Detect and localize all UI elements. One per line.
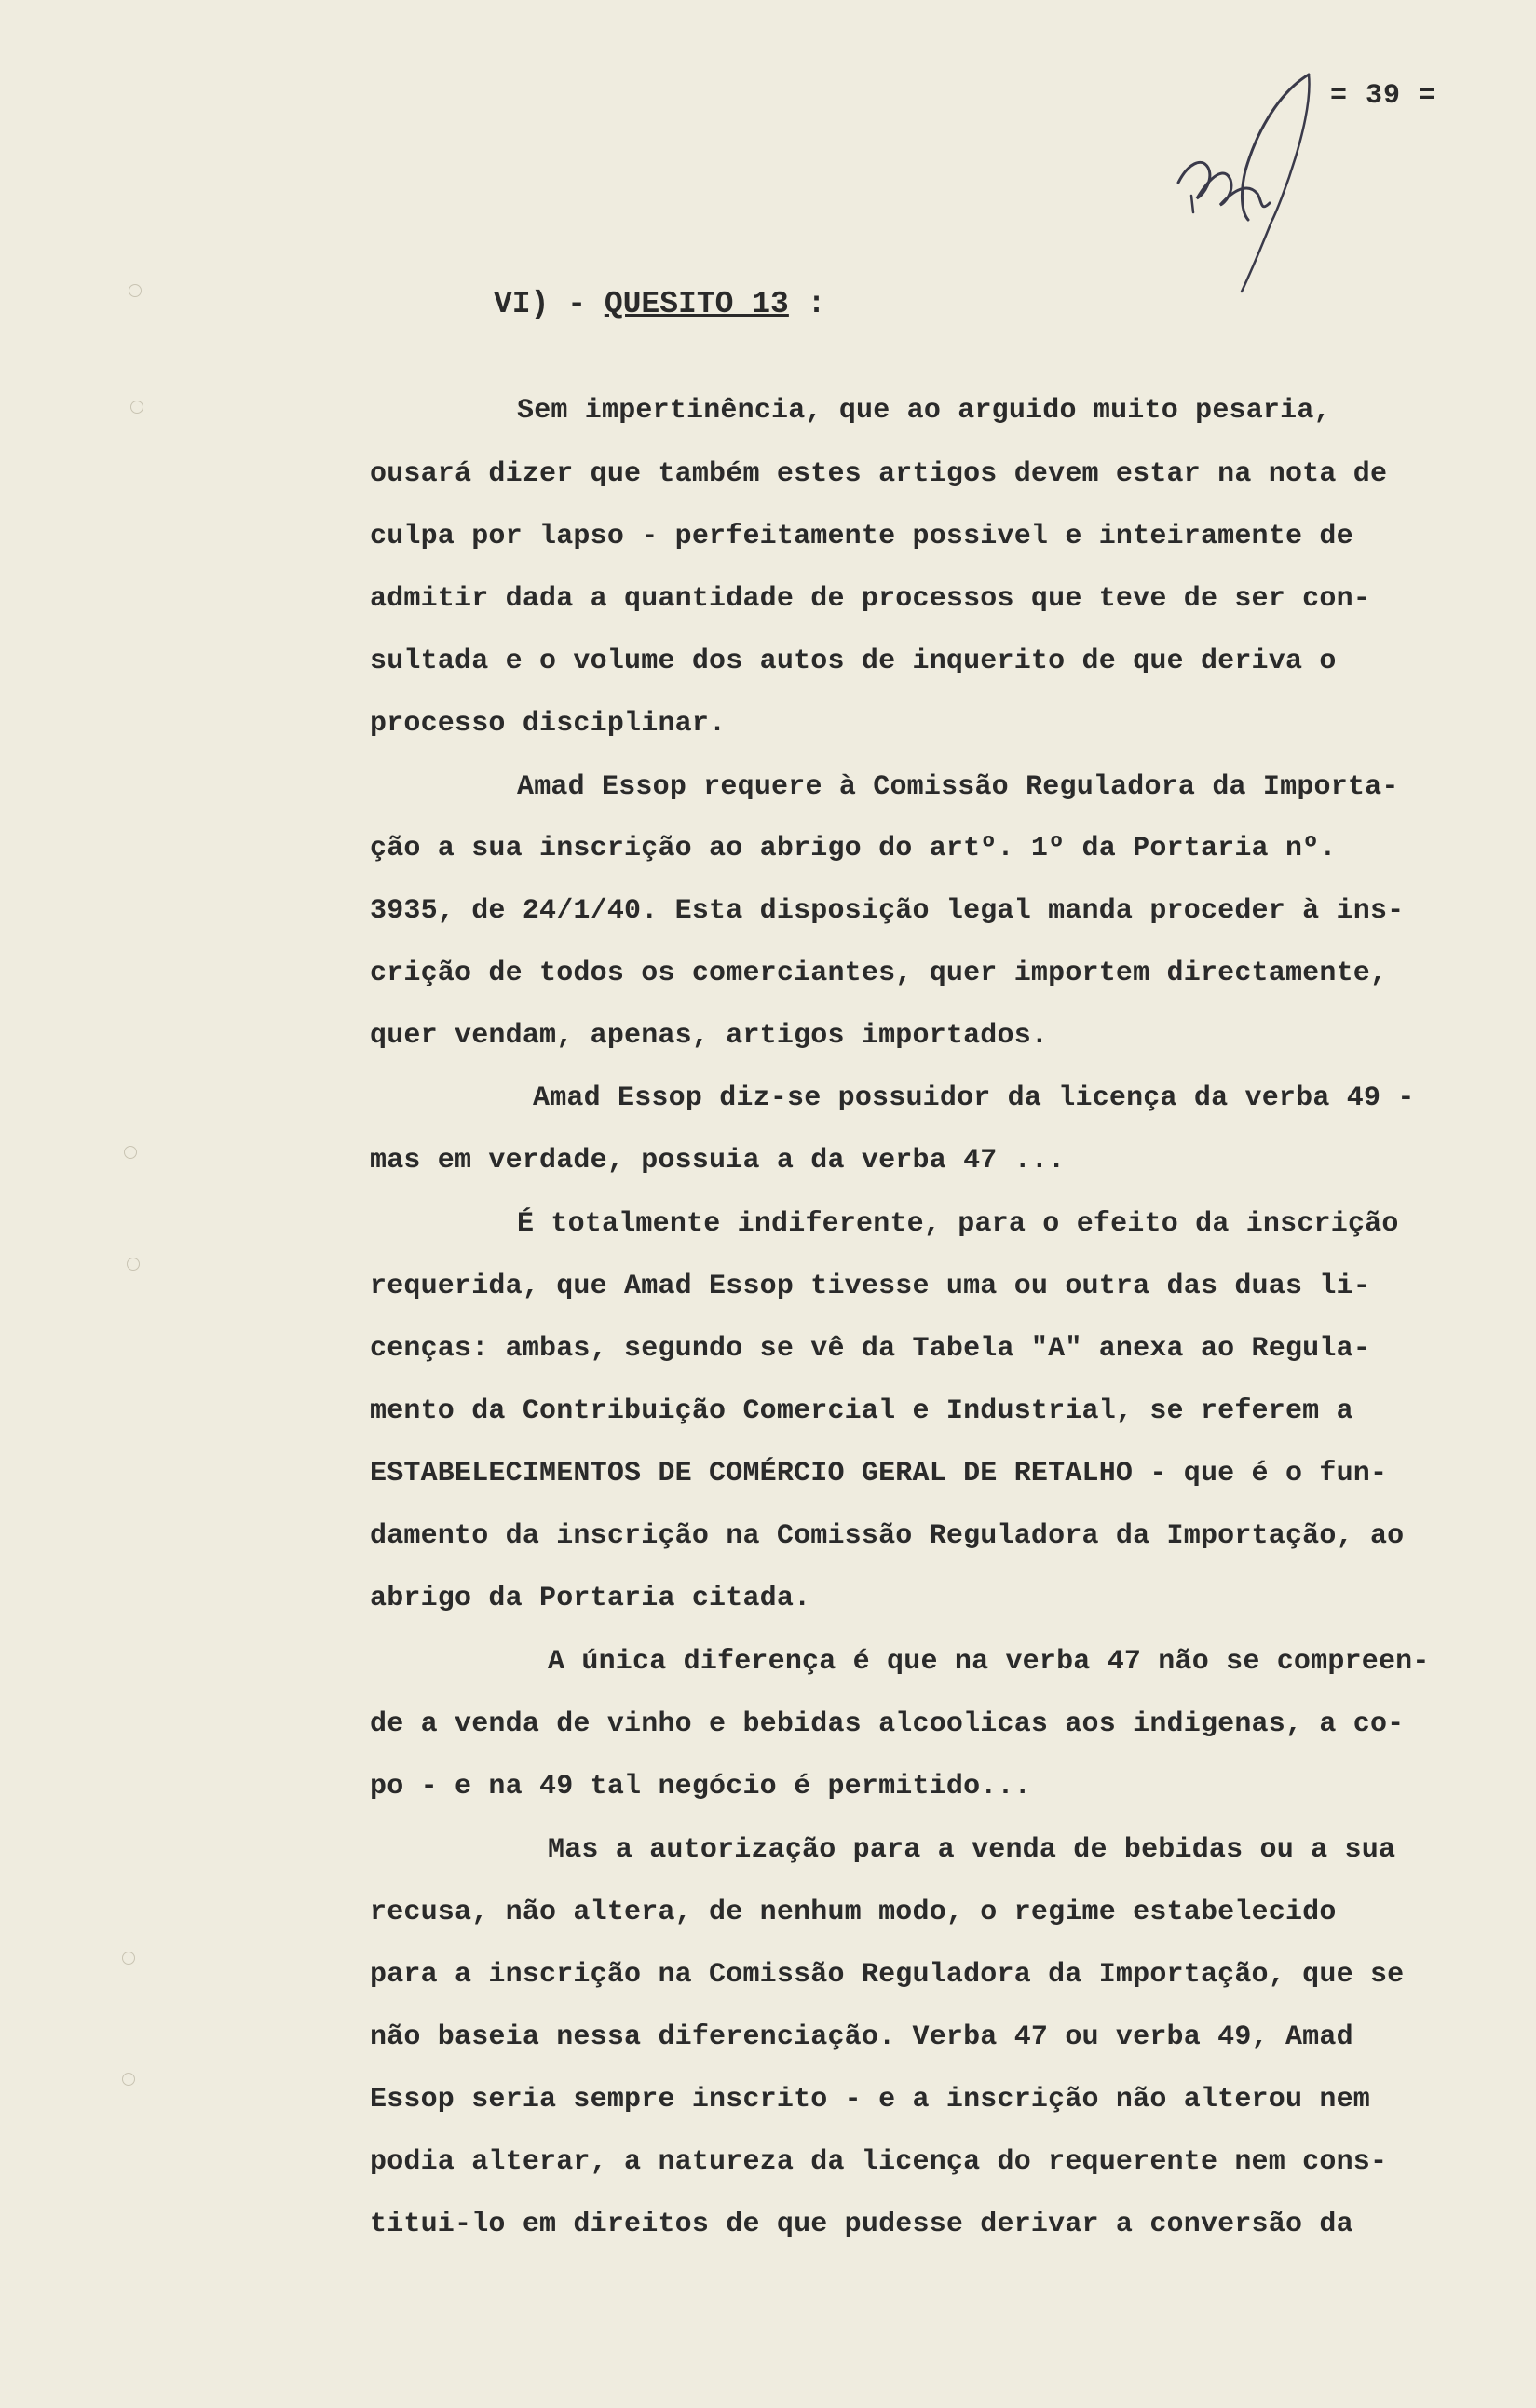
punch-hole-mark bbox=[129, 284, 142, 297]
text-line: abrigo da Portaria citada. bbox=[370, 1583, 811, 1614]
heading-prefix: VI) - bbox=[494, 287, 605, 321]
text-line: damento da inscrição na Comissão Reguladora da Importação, ao bbox=[370, 1520, 1405, 1552]
text-line: ção a sua inscrição ao abrigo do artº. 1º da Portaria nº. bbox=[370, 833, 1337, 864]
text-line: É totalmente indiferente, para o efeito da inscrição bbox=[517, 1208, 1399, 1240]
text-line: po - e na 49 tal negócio é permitido... bbox=[370, 1771, 1031, 1803]
text-line: podia alterar, a natureza da licença do requerente nem cons- bbox=[370, 2146, 1388, 2178]
text-line: requerida, que Amad Essop tivesse uma ou outra das duas li- bbox=[370, 1271, 1370, 1302]
text-line: mas em verdade, possuia a da verba 47 ... bbox=[370, 1145, 1066, 1177]
text-line: admitir dada a quantidade de processos que teve de ser con- bbox=[370, 583, 1370, 615]
text-line: culpa por lapso - perfeitamente possivel e inteiramente de bbox=[370, 521, 1353, 552]
text-line: cenças: ambas, segundo se vê da Tabela "A" anexa ao Regula- bbox=[370, 1333, 1370, 1365]
heading-suffix: : bbox=[788, 287, 826, 321]
text-line: para a inscrição na Comissão Reguladora da Importação, que se bbox=[370, 1959, 1405, 1991]
text-line: quer vendam, apenas, artigos importados. bbox=[370, 1020, 1049, 1052]
text-line: Amad Essop requere à Comissão Reguladora da Importa- bbox=[517, 771, 1399, 803]
text-line: processo disciplinar. bbox=[370, 708, 727, 740]
text-line: Amad Essop diz-se possuidor da licença da verba 49 - bbox=[533, 1082, 1415, 1114]
heading-title: QUESITO 13 bbox=[604, 287, 789, 321]
page-number: = 39 = bbox=[1330, 80, 1437, 112]
text-line: mento da Contribuição Comercial e Industrial, se referem a bbox=[370, 1395, 1353, 1427]
punch-hole-mark bbox=[127, 1258, 140, 1271]
text-line: Mas a autorização para a venda de bebidas ou a sua bbox=[548, 1834, 1396, 1866]
handwritten-signature bbox=[1169, 63, 1337, 296]
text-line: ESTABELECIMENTOS DE COMÉRCIO GERAL DE RETALHO - que é o fun- bbox=[370, 1458, 1388, 1490]
text-line: recusa, não altera, de nenhum modo, o regime estabelecido bbox=[370, 1897, 1337, 1928]
punch-hole-mark bbox=[130, 401, 143, 414]
text-line: crição de todos os comerciantes, quer importem directamente, bbox=[370, 958, 1388, 989]
punch-hole-mark bbox=[122, 1952, 135, 1965]
section-heading bbox=[494, 287, 825, 321]
text-line: Sem impertinência, que ao arguido muito pesaria, bbox=[517, 395, 1331, 427]
punch-hole-mark bbox=[122, 2073, 135, 2086]
text-line: sultada e o volume dos autos de inquerito de que deriva o bbox=[370, 646, 1337, 677]
punch-hole-mark bbox=[124, 1146, 137, 1159]
text-line: não baseia nessa diferenciação. Verba 47 ou verba 49, Amad bbox=[370, 2021, 1353, 2053]
text-line: Essop seria sempre inscrito - e a inscrição não alterou nem bbox=[370, 2084, 1370, 2116]
text-line: A única diferença é que na verba 47 não se compreen- bbox=[548, 1646, 1430, 1678]
text-line: 3935, de 24/1/40. Esta disposição legal manda proceder à ins- bbox=[370, 895, 1405, 927]
text-line: ousará dizer que também estes artigos devem estar na nota de bbox=[370, 458, 1388, 490]
text-line: de a venda de vinho e bebidas alcoolicas aos indigenas, a co- bbox=[370, 1708, 1405, 1740]
text-line: titui-lo em direitos de que pudesse derivar a conversão da bbox=[370, 2209, 1353, 2240]
